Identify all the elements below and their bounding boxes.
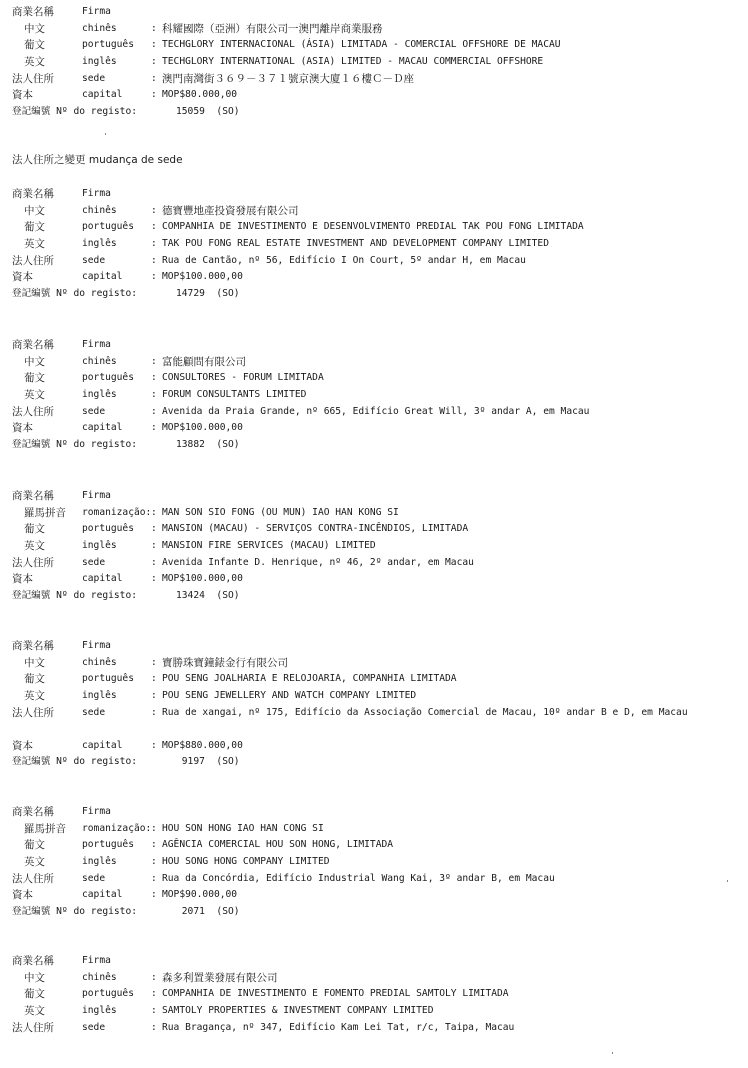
field-label-chinese: 葡文 [24, 39, 45, 52]
field-separator: : [151, 872, 157, 884]
scan-speck [105, 133, 106, 135]
field-label-chinese: 中文 [24, 204, 45, 217]
note-row [0, 152, 730, 169]
registration-number-row [0, 588, 730, 605]
field-value: AGÊNCIA COMERCIAL HOU SON HONG, LIMITADA [162, 839, 394, 851]
field-value: 富能顧問有限公司 [162, 355, 246, 368]
field-label-portuguese: romanização: [82, 822, 152, 834]
field-label-chinese: 英文 [24, 540, 45, 553]
field-label-portuguese: chinês [82, 204, 117, 216]
field-separator: : [151, 523, 157, 535]
field-label-chinese: 法人住所 [12, 872, 54, 885]
field-label-chinese: 商業名稱 [12, 6, 54, 18]
registration-record [0, 337, 730, 454]
field-label-portuguese: inglês [82, 1005, 117, 1017]
field-label-portuguese: Firma [82, 6, 111, 17]
field-label-chinese: 英文 [24, 1005, 45, 1018]
field-value: MANSION FIRE SERVICES (MACAU) LIMITED [162, 540, 376, 552]
field-label-chinese: 英文 [24, 238, 45, 251]
record-row [0, 804, 730, 821]
registration-number-value: 9197 (SO) [176, 756, 240, 768]
field-label-portuguese: português [82, 673, 134, 685]
record-row [0, 269, 730, 286]
field-label-portuguese: capital [82, 739, 123, 751]
field-value: MOP$880.000,00 [162, 739, 243, 751]
field-separator: : [151, 221, 157, 233]
record-row [0, 738, 730, 755]
field-separator: : [151, 72, 157, 84]
registration-number-label: 登記編號 Nº do registo: [12, 756, 138, 768]
field-label-portuguese: português [82, 839, 134, 851]
field-label-chinese: 葡文 [24, 523, 45, 536]
registration-number-label: 登記編號 Nº do registo: [12, 439, 138, 451]
field-label-chinese: 中文 [24, 971, 45, 984]
field-separator: : [151, 706, 157, 718]
field-label-portuguese: sede [82, 706, 106, 718]
record-row [0, 986, 730, 1003]
record-row [0, 420, 730, 437]
field-label-portuguese: português [82, 221, 134, 233]
field-value: HOU SON HONG IAO HAN CONG SI [162, 822, 324, 834]
record-row [0, 87, 730, 104]
field-label-chinese: 商業名稱 [12, 490, 54, 502]
field-value: 寶勝珠寶鐘錶金行有限公司 [162, 656, 288, 669]
record-row [0, 488, 730, 505]
field-label-chinese: 葡文 [24, 673, 45, 686]
field-label-chinese: 法人住所 [12, 706, 54, 719]
field-label-portuguese: capital [82, 573, 123, 585]
record-row [0, 21, 730, 38]
field-separator: : [151, 822, 157, 834]
field-separator: : [151, 971, 157, 983]
field-value: Rua Bragança, nº 347, Edifício Kam Lei Tat, r/c, Taipa, Macau [162, 1021, 515, 1033]
field-label-portuguese: inglês [82, 238, 117, 250]
registration-number-row [0, 754, 730, 771]
field-separator: : [151, 690, 157, 702]
field-separator: : [151, 372, 157, 384]
record-row [0, 404, 730, 421]
field-value: Rua de Cantão, nº 56, Edifício I On Court, 5º andar H, em Macau [162, 254, 526, 266]
record-row [0, 638, 730, 655]
field-value: TECHGLORY INTERNATIONAL (ASIA) LIMITED - MACAU COMMERCIAL OFFSHORE [162, 56, 544, 68]
field-label-portuguese: chinês [82, 355, 117, 367]
note-text: 法人住所之變更 mudança de sede [12, 154, 183, 166]
record-row [0, 370, 730, 387]
field-label-chinese: 葡文 [24, 372, 45, 385]
field-label-portuguese: chinês [82, 22, 117, 34]
registration-number-row [0, 437, 730, 454]
record-row [0, 1020, 730, 1037]
field-label-chinese: 法人住所 [12, 254, 54, 267]
field-value: POU SENG JEWELLERY AND WATCH COMPANY LIMITED [162, 690, 417, 702]
change-of-seat-note [0, 152, 730, 169]
record-row [0, 688, 730, 705]
record-row [0, 705, 730, 738]
field-value: TECHGLORY INTERNACIONAL (ÁSIA) LIMITADA - COMERCIAL OFFSHORE DE MACAU [162, 39, 561, 51]
field-separator: : [151, 204, 157, 216]
registration-number-row [0, 286, 730, 303]
record-row [0, 571, 730, 588]
field-value: MANSION (MACAU) - SERVIÇOS CONTRA-INCÊNDIOS, LIMITADA [162, 523, 469, 535]
registration-number-value: 15059 (SO) [176, 106, 240, 118]
field-separator: : [151, 89, 157, 101]
record-row [0, 337, 730, 354]
field-label-chinese: 法人住所 [12, 556, 54, 569]
record-row [0, 521, 730, 538]
field-separator: : [151, 389, 157, 401]
field-separator: : [151, 39, 157, 51]
field-value: 科耀國際（亞洲）有限公司一澳門離岸商業服務 [162, 22, 383, 35]
field-value: 德寶豐地產投資發展有限公司 [162, 204, 299, 217]
field-label-portuguese: capital [82, 889, 123, 901]
field-separator: : [151, 271, 157, 283]
record-row [0, 54, 730, 71]
field-label-chinese: 資本 [12, 573, 33, 586]
record-row [0, 837, 730, 854]
registration-record [0, 186, 730, 303]
field-label-chinese: 商業名稱 [12, 188, 54, 200]
field-separator: : [151, 56, 157, 68]
field-label-portuguese: português [82, 988, 134, 1000]
field-separator: : [151, 556, 157, 568]
field-value: MOP$100.000,00 [162, 573, 243, 585]
field-value: MOP$100.000,00 [162, 271, 243, 283]
field-label-portuguese: português [82, 523, 134, 535]
field-label-chinese: 商業名稱 [12, 640, 54, 652]
field-value: COMPANHIA DE INVESTIMENTO E DESENVOLVIMENTO PREDIAL TAK POU FONG LIMITADA [162, 221, 584, 233]
field-label-chinese: 法人住所 [12, 1021, 54, 1034]
field-value: POU SENG JOALHARIA E RELOJOARIA, COMPANHIA LIMITADA [162, 673, 457, 685]
registration-number-value: 13424 (SO) [176, 590, 240, 602]
record-row [0, 37, 730, 54]
record-row [0, 887, 730, 904]
field-value: 森多利置業發展有限公司 [162, 971, 278, 984]
field-value: MOP$100.000,00 [162, 422, 243, 434]
record-row [0, 505, 730, 522]
field-separator: : [151, 422, 157, 434]
field-label-portuguese: capital [82, 422, 123, 434]
registration-number-label: 登記編號 Nº do registo: [12, 906, 138, 918]
field-label-chinese: 葡文 [24, 988, 45, 1001]
field-value: MAN SON SIO FONG (OU MUN) IAO HAN KONG SI [162, 506, 399, 518]
record-row [0, 821, 730, 838]
field-label-chinese: 商業名稱 [12, 955, 54, 967]
field-separator: : [151, 540, 157, 552]
field-separator: : [151, 856, 157, 868]
registration-number-value: 14729 (SO) [176, 288, 240, 300]
field-label-portuguese: capital [82, 271, 123, 283]
record-row [0, 253, 730, 270]
record-row [0, 555, 730, 572]
field-value: MOP$80.000,00 [162, 89, 238, 101]
field-value: FORUM CONSULTANTS LIMITED [162, 389, 307, 401]
record-row [0, 655, 730, 672]
record-row [0, 953, 730, 970]
field-label-portuguese: chinês [82, 971, 117, 983]
field-label-portuguese: sede [82, 405, 106, 417]
registration-record [0, 804, 730, 921]
scan-speck [727, 880, 728, 882]
field-label-portuguese: Firma [82, 640, 111, 651]
field-label-portuguese: inglês [82, 690, 117, 702]
field-label-portuguese: Firma [82, 806, 111, 817]
field-label-portuguese: português [82, 372, 134, 384]
field-label-portuguese: chinês [82, 656, 117, 668]
field-label-chinese: 葡文 [24, 839, 45, 852]
field-separator: : [151, 1021, 157, 1033]
field-label-portuguese: Firma [82, 490, 111, 501]
registration-number-value: 2071 (SO) [176, 906, 240, 918]
field-label-chinese: 商業名稱 [12, 339, 54, 351]
field-label-chinese: 英文 [24, 56, 45, 69]
registration-record [0, 488, 730, 605]
record-row [0, 1003, 730, 1020]
field-label-portuguese: Firma [82, 955, 111, 966]
record-row [0, 970, 730, 987]
record-row [0, 71, 730, 88]
field-label-chinese: 資本 [12, 271, 33, 284]
field-separator: : [151, 355, 157, 367]
field-value: TAK POU FONG REAL ESTATE INVESTMENT AND DEVELOPMENT COMPANY LIMITED [162, 238, 549, 250]
field-label-chinese: 資本 [12, 422, 33, 435]
field-label-chinese: 英文 [24, 856, 45, 869]
field-label-chinese: 英文 [24, 389, 45, 402]
registration-number-row [0, 904, 730, 921]
field-label-chinese: 資本 [12, 89, 33, 102]
field-separator: : [151, 506, 157, 518]
field-label-chinese: 資本 [12, 889, 33, 902]
record-row [0, 671, 730, 688]
field-value: SAMTOLY PROPERTIES & INVESTMENT COMPANY LIMITED [162, 1005, 434, 1017]
registration-record [0, 953, 730, 1036]
registration-number-value: 13882 (SO) [176, 439, 240, 451]
field-value: Rua da Concórdia, Edifício Industrial Wang Kai, 3º andar B, em Macau [162, 872, 555, 884]
registration-record [0, 638, 730, 771]
field-value: HOU SONG HONG COMPANY LIMITED [162, 856, 330, 868]
record-row [0, 203, 730, 220]
field-label-chinese: 羅馬拼音 [24, 822, 66, 835]
field-separator: : [151, 739, 157, 751]
field-label-chinese: 法人住所 [12, 405, 54, 418]
field-value: Avenida Infante D. Henrique, nº 46, 2º andar, em Macau [162, 556, 474, 568]
field-separator: : [151, 238, 157, 250]
field-label-portuguese: Firma [82, 339, 111, 350]
record-row [0, 387, 730, 404]
record-row [0, 219, 730, 236]
record-row [0, 4, 730, 21]
registration-number-label: 登記編號 Nº do registo: [12, 288, 138, 300]
field-label-portuguese: inglês [82, 389, 117, 401]
field-label-portuguese: inglês [82, 56, 117, 68]
registration-number-row [0, 104, 730, 121]
field-label-portuguese: português [82, 39, 134, 51]
field-label-portuguese: inglês [82, 540, 117, 552]
field-separator: : [151, 673, 157, 685]
field-value: Rua de xangai, nº 175, Edifício da Associação Comercial de Macau, 10º andar B e D, em Macau [162, 706, 688, 718]
field-label-chinese: 葡文 [24, 221, 45, 234]
record-row [0, 854, 730, 871]
field-separator: : [151, 839, 157, 851]
field-separator: : [151, 889, 157, 901]
field-label-chinese: 中文 [24, 656, 45, 669]
field-separator: : [151, 988, 157, 1000]
record-row [0, 186, 730, 203]
field-label-portuguese: capital [82, 89, 123, 101]
field-label-portuguese: sede [82, 72, 106, 84]
registration-record [0, 4, 730, 121]
field-label-chinese: 中文 [24, 22, 45, 35]
field-separator: : [151, 405, 157, 417]
record-row [0, 354, 730, 371]
record-row [0, 236, 730, 253]
field-label-portuguese: sede [82, 872, 106, 884]
field-separator: : [151, 254, 157, 266]
field-label-portuguese: sede [82, 254, 106, 266]
field-value: MOP$90.000,00 [162, 889, 238, 901]
field-separator: : [151, 22, 157, 34]
field-label-portuguese: sede [82, 1021, 106, 1033]
field-value: COMPANHIA DE INVESTIMENTO E FOMENTO PREDIAL SAMTOLY LIMITADA [162, 988, 509, 1000]
field-separator: : [151, 656, 157, 668]
field-separator: : [151, 573, 157, 585]
scan-speck [612, 1052, 613, 1054]
field-value: 澳門南灣街３６９－３７１號京澳大廈１６樓Ｃ－Ｄ座 [162, 72, 414, 85]
field-value: Avenida da Praia Grande, nº 665, Edifício Great Will, 3º andar A, em Macau [162, 405, 590, 417]
field-label-portuguese: Firma [82, 188, 111, 199]
field-label-chinese: 資本 [12, 739, 33, 752]
record-row [0, 538, 730, 555]
registration-number-label: 登記編號 Nº do registo: [12, 106, 138, 118]
field-label-portuguese: sede [82, 556, 106, 568]
registration-number-label: 登記編號 Nº do registo: [12, 590, 138, 602]
field-label-portuguese: inglês [82, 856, 117, 868]
field-label-chinese: 羅馬拼音 [24, 506, 66, 519]
field-label-chinese: 英文 [24, 690, 45, 703]
field-value: CONSULTORES - FORUM LIMITADA [162, 372, 324, 384]
field-label-chinese: 商業名稱 [12, 806, 54, 818]
field-separator: : [151, 1005, 157, 1017]
field-label-chinese: 中文 [24, 355, 45, 368]
field-label-chinese: 法人住所 [12, 72, 54, 85]
field-label-portuguese: romanização: [82, 506, 152, 518]
record-row [0, 871, 730, 888]
